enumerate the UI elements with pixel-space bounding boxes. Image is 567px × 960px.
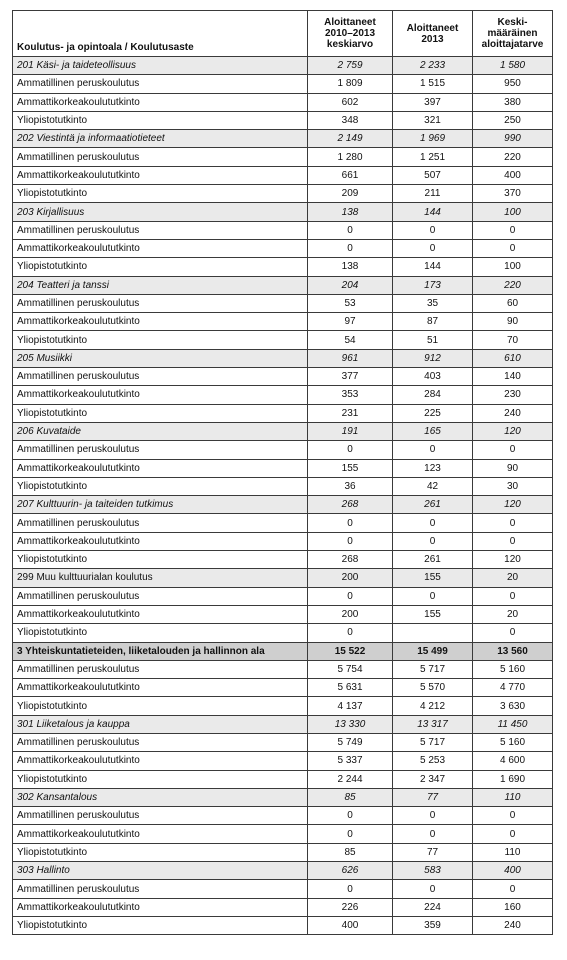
need-cell: 1 690 xyxy=(473,770,553,788)
avg-cell: 155 xyxy=(308,459,393,477)
need-cell: 11 450 xyxy=(473,715,553,733)
group-row xyxy=(13,715,553,733)
need-cell: 5 160 xyxy=(473,733,553,751)
avg-cell: 0 xyxy=(308,587,393,605)
need-cell: 0 xyxy=(473,880,553,898)
row-label: 207 Kulttuurin- ja taiteiden tutkimus xyxy=(13,496,308,514)
header-avg-2010-2013: Aloittaneet 2010–2013 keskiarvo xyxy=(308,11,393,57)
avg-cell: 661 xyxy=(308,166,393,184)
need-cell: 4 600 xyxy=(473,752,553,770)
avg-cell: 0 xyxy=(308,221,393,239)
avg-cell: 2 759 xyxy=(308,57,393,75)
avg-cell: 200 xyxy=(308,569,393,587)
group-row xyxy=(13,349,553,367)
row-label: 303 Hallinto xyxy=(13,862,308,880)
row-label: Ammattikorkeakoulututkinto xyxy=(13,459,308,477)
table-row xyxy=(13,733,553,751)
table-row xyxy=(13,605,553,623)
started-2013-cell: 0 xyxy=(393,441,473,459)
avg-cell: 5 749 xyxy=(308,733,393,751)
avg-cell: 400 xyxy=(308,916,393,934)
row-label: 299 Muu kulttuurialan koulutus xyxy=(13,569,308,587)
row-label: 204 Teatteri ja tanssi xyxy=(13,276,308,294)
need-cell: 3 630 xyxy=(473,697,553,715)
row-label: Yliopistotutkinto xyxy=(13,331,308,349)
group-row xyxy=(13,57,553,75)
row-label: Ammattikorkeakoulututkinto xyxy=(13,386,308,404)
header-field-level: Koulutus- ja opintoala / Koulutusaste xyxy=(13,11,308,57)
need-cell: 140 xyxy=(473,368,553,386)
row-label: Ammatillinen peruskoulutus xyxy=(13,148,308,166)
row-label: Yliopistotutkinto xyxy=(13,185,308,203)
group-row xyxy=(13,130,553,148)
avg-cell: 0 xyxy=(308,239,393,257)
avg-cell: 5 631 xyxy=(308,679,393,697)
started-2013-cell: 0 xyxy=(393,221,473,239)
need-cell: 0 xyxy=(473,532,553,550)
row-label: Yliopistotutkinto xyxy=(13,551,308,569)
avg-cell: 0 xyxy=(308,624,393,642)
avg-cell: 1 809 xyxy=(308,75,393,93)
table-row xyxy=(13,624,553,642)
table-row xyxy=(13,898,553,916)
avg-cell: 268 xyxy=(308,496,393,514)
row-label: Ammattikorkeakoulututkinto xyxy=(13,679,308,697)
started-2013-cell: 5 253 xyxy=(393,752,473,770)
avg-cell: 0 xyxy=(308,880,393,898)
avg-cell: 377 xyxy=(308,368,393,386)
field-total-row xyxy=(13,642,553,660)
table-row xyxy=(13,532,553,550)
avg-cell: 1 280 xyxy=(308,148,393,166)
need-cell: 950 xyxy=(473,75,553,93)
need-cell: 240 xyxy=(473,916,553,934)
avg-cell: 36 xyxy=(308,477,393,495)
started-2013-cell: 1 969 xyxy=(393,130,473,148)
table-row xyxy=(13,313,553,331)
need-cell: 100 xyxy=(473,203,553,221)
table-row xyxy=(13,294,553,312)
table-row xyxy=(13,93,553,111)
need-cell: 250 xyxy=(473,111,553,129)
header-started-2013: Aloittaneet 2013 xyxy=(393,11,473,57)
table-row xyxy=(13,477,553,495)
need-cell: 160 xyxy=(473,898,553,916)
row-label: Ammattikorkeakoulututkinto xyxy=(13,825,308,843)
table-row xyxy=(13,258,553,276)
need-cell: 0 xyxy=(473,514,553,532)
table-row xyxy=(13,185,553,203)
header-row xyxy=(13,11,553,57)
started-2013-cell: 2 233 xyxy=(393,57,473,75)
need-cell: 120 xyxy=(473,422,553,440)
started-2013-cell: 13 317 xyxy=(393,715,473,733)
avg-cell: 191 xyxy=(308,422,393,440)
table-row xyxy=(13,459,553,477)
started-2013-cell: 1 251 xyxy=(393,148,473,166)
avg-cell: 0 xyxy=(308,441,393,459)
started-2013-cell: 123 xyxy=(393,459,473,477)
started-2013-cell xyxy=(393,624,473,642)
need-cell: 110 xyxy=(473,843,553,861)
table-row xyxy=(13,587,553,605)
need-cell: 0 xyxy=(473,587,553,605)
row-label: Ammatillinen peruskoulutus xyxy=(13,514,308,532)
started-2013-cell: 42 xyxy=(393,477,473,495)
need-cell: 220 xyxy=(473,276,553,294)
table-row xyxy=(13,386,553,404)
education-data-table xyxy=(12,10,553,935)
row-label: Yliopistotutkinto xyxy=(13,111,308,129)
group-row xyxy=(13,862,553,880)
table-row xyxy=(13,770,553,788)
started-2013-cell: 0 xyxy=(393,587,473,605)
started-2013-cell: 284 xyxy=(393,386,473,404)
row-label: Yliopistotutkinto xyxy=(13,404,308,422)
started-2013-cell: 261 xyxy=(393,551,473,569)
row-label: Ammattikorkeakoulututkinto xyxy=(13,898,308,916)
started-2013-cell: 4 212 xyxy=(393,697,473,715)
avg-cell: 961 xyxy=(308,349,393,367)
started-2013-cell: 583 xyxy=(393,862,473,880)
need-cell: 230 xyxy=(473,386,553,404)
started-2013-cell: 15 499 xyxy=(393,642,473,660)
row-label: Ammattikorkeakoulututkinto xyxy=(13,166,308,184)
row-label: Ammatillinen peruskoulutus xyxy=(13,587,308,605)
row-label: Yliopistotutkinto xyxy=(13,624,308,642)
need-cell: 20 xyxy=(473,569,553,587)
row-label: Yliopistotutkinto xyxy=(13,916,308,934)
need-cell: 220 xyxy=(473,148,553,166)
avg-cell: 54 xyxy=(308,331,393,349)
avg-cell: 348 xyxy=(308,111,393,129)
row-label: 301 Liiketalous ja kauppa xyxy=(13,715,308,733)
row-label: 3 Yhteiskuntatieteiden, liiketalouden ja hallinnon ala xyxy=(13,642,308,660)
row-label: Ammattikorkeakoulututkinto xyxy=(13,93,308,111)
avg-cell: 85 xyxy=(308,788,393,806)
group-row xyxy=(13,569,553,587)
row-label: 206 Kuvataide xyxy=(13,422,308,440)
started-2013-cell: 1 515 xyxy=(393,75,473,93)
started-2013-cell: 211 xyxy=(393,185,473,203)
need-cell: 1 580 xyxy=(473,57,553,75)
table-row xyxy=(13,221,553,239)
group-row xyxy=(13,422,553,440)
avg-cell: 0 xyxy=(308,532,393,550)
need-cell: 0 xyxy=(473,624,553,642)
avg-cell: 353 xyxy=(308,386,393,404)
avg-cell: 5 337 xyxy=(308,752,393,770)
started-2013-cell: 403 xyxy=(393,368,473,386)
row-label: Ammatillinen peruskoulutus xyxy=(13,807,308,825)
started-2013-cell: 0 xyxy=(393,880,473,898)
need-cell: 240 xyxy=(473,404,553,422)
table-row xyxy=(13,916,553,934)
started-2013-cell: 912 xyxy=(393,349,473,367)
avg-cell: 4 137 xyxy=(308,697,393,715)
started-2013-cell: 165 xyxy=(393,422,473,440)
table-row xyxy=(13,111,553,129)
need-cell: 20 xyxy=(473,605,553,623)
avg-cell: 200 xyxy=(308,605,393,623)
need-cell: 0 xyxy=(473,441,553,459)
started-2013-cell: 155 xyxy=(393,605,473,623)
avg-cell: 5 754 xyxy=(308,660,393,678)
table-row xyxy=(13,514,553,532)
started-2013-cell: 173 xyxy=(393,276,473,294)
avg-cell: 85 xyxy=(308,843,393,861)
table-body xyxy=(13,57,553,935)
avg-cell: 0 xyxy=(308,825,393,843)
need-cell: 5 160 xyxy=(473,660,553,678)
need-cell: 90 xyxy=(473,313,553,331)
avg-cell: 626 xyxy=(308,862,393,880)
started-2013-cell: 87 xyxy=(393,313,473,331)
row-label: Yliopistotutkinto xyxy=(13,477,308,495)
table-row xyxy=(13,679,553,697)
row-label: Yliopistotutkinto xyxy=(13,770,308,788)
table-header xyxy=(13,11,553,57)
avg-cell: 13 330 xyxy=(308,715,393,733)
table-row xyxy=(13,331,553,349)
table-row xyxy=(13,166,553,184)
table-row xyxy=(13,825,553,843)
need-cell: 13 560 xyxy=(473,642,553,660)
avg-cell: 0 xyxy=(308,514,393,532)
table-row xyxy=(13,404,553,422)
started-2013-cell: 321 xyxy=(393,111,473,129)
row-label: Ammattikorkeakoulututkinto xyxy=(13,605,308,623)
avg-cell: 204 xyxy=(308,276,393,294)
started-2013-cell: 77 xyxy=(393,788,473,806)
avg-cell: 138 xyxy=(308,203,393,221)
avg-cell: 138 xyxy=(308,258,393,276)
table-row xyxy=(13,807,553,825)
need-cell: 0 xyxy=(473,825,553,843)
row-label: Ammatillinen peruskoulutus xyxy=(13,368,308,386)
started-2013-cell: 225 xyxy=(393,404,473,422)
started-2013-cell: 144 xyxy=(393,258,473,276)
started-2013-cell: 5 717 xyxy=(393,660,473,678)
group-row xyxy=(13,203,553,221)
started-2013-cell: 0 xyxy=(393,825,473,843)
table-row xyxy=(13,239,553,257)
started-2013-cell: 5 570 xyxy=(393,679,473,697)
need-cell: 610 xyxy=(473,349,553,367)
row-label: 203 Kirjallisuus xyxy=(13,203,308,221)
started-2013-cell: 5 717 xyxy=(393,733,473,751)
row-label: 201 Käsi- ja taideteollisuus xyxy=(13,57,308,75)
table-row xyxy=(13,148,553,166)
started-2013-cell: 2 347 xyxy=(393,770,473,788)
avg-cell: 2 149 xyxy=(308,130,393,148)
row-label: Ammattikorkeakoulututkinto xyxy=(13,532,308,550)
started-2013-cell: 155 xyxy=(393,569,473,587)
need-cell: 120 xyxy=(473,551,553,569)
table-row xyxy=(13,697,553,715)
table-row xyxy=(13,843,553,861)
avg-cell: 209 xyxy=(308,185,393,203)
row-label: Ammatillinen peruskoulutus xyxy=(13,75,308,93)
table-row xyxy=(13,368,553,386)
row-label: Ammattikorkeakoulututkinto xyxy=(13,239,308,257)
avg-cell: 226 xyxy=(308,898,393,916)
need-cell: 60 xyxy=(473,294,553,312)
table-row xyxy=(13,880,553,898)
need-cell: 100 xyxy=(473,258,553,276)
started-2013-cell: 144 xyxy=(393,203,473,221)
row-label: Ammatillinen peruskoulutus xyxy=(13,221,308,239)
row-label: Ammattikorkeakoulututkinto xyxy=(13,313,308,331)
started-2013-cell: 51 xyxy=(393,331,473,349)
row-label: Ammatillinen peruskoulutus xyxy=(13,294,308,312)
row-label: 302 Kansantalous xyxy=(13,788,308,806)
row-label: 205 Musiikki xyxy=(13,349,308,367)
started-2013-cell: 0 xyxy=(393,239,473,257)
need-cell: 370 xyxy=(473,185,553,203)
avg-cell: 268 xyxy=(308,551,393,569)
started-2013-cell: 77 xyxy=(393,843,473,861)
row-label: Ammatillinen peruskoulutus xyxy=(13,660,308,678)
need-cell: 0 xyxy=(473,807,553,825)
started-2013-cell: 0 xyxy=(393,514,473,532)
need-cell: 90 xyxy=(473,459,553,477)
started-2013-cell: 359 xyxy=(393,916,473,934)
row-label: Ammattikorkeakoulututkinto xyxy=(13,752,308,770)
started-2013-cell: 0 xyxy=(393,807,473,825)
avg-cell: 2 244 xyxy=(308,770,393,788)
row-label: Ammatillinen peruskoulutus xyxy=(13,441,308,459)
need-cell: 4 770 xyxy=(473,679,553,697)
row-label: Ammatillinen peruskoulutus xyxy=(13,880,308,898)
need-cell: 30 xyxy=(473,477,553,495)
table-row xyxy=(13,551,553,569)
row-label: Yliopistotutkinto xyxy=(13,697,308,715)
started-2013-cell: 0 xyxy=(393,532,473,550)
table-row xyxy=(13,441,553,459)
table-row xyxy=(13,75,553,93)
need-cell: 0 xyxy=(473,239,553,257)
need-cell: 990 xyxy=(473,130,553,148)
avg-cell: 602 xyxy=(308,93,393,111)
table-row xyxy=(13,752,553,770)
started-2013-cell: 507 xyxy=(393,166,473,184)
need-cell: 120 xyxy=(473,496,553,514)
group-row xyxy=(13,496,553,514)
row-label: 202 Viestintä ja informaatiotieteet xyxy=(13,130,308,148)
row-label: Ammatillinen peruskoulutus xyxy=(13,733,308,751)
need-cell: 0 xyxy=(473,221,553,239)
avg-cell: 53 xyxy=(308,294,393,312)
avg-cell: 231 xyxy=(308,404,393,422)
avg-cell: 0 xyxy=(308,807,393,825)
group-row xyxy=(13,276,553,294)
need-cell: 380 xyxy=(473,93,553,111)
started-2013-cell: 35 xyxy=(393,294,473,312)
avg-cell: 15 522 xyxy=(308,642,393,660)
table-row xyxy=(13,660,553,678)
row-label: Yliopistotutkinto xyxy=(13,843,308,861)
group-row xyxy=(13,788,553,806)
need-cell: 400 xyxy=(473,166,553,184)
row-label: Yliopistotutkinto xyxy=(13,258,308,276)
started-2013-cell: 224 xyxy=(393,898,473,916)
started-2013-cell: 261 xyxy=(393,496,473,514)
avg-cell: 97 xyxy=(308,313,393,331)
need-cell: 110 xyxy=(473,788,553,806)
started-2013-cell: 397 xyxy=(393,93,473,111)
need-cell: 400 xyxy=(473,862,553,880)
need-cell: 70 xyxy=(473,331,553,349)
header-avg-need: Keski- määräinen aloittajatarve xyxy=(473,11,553,57)
